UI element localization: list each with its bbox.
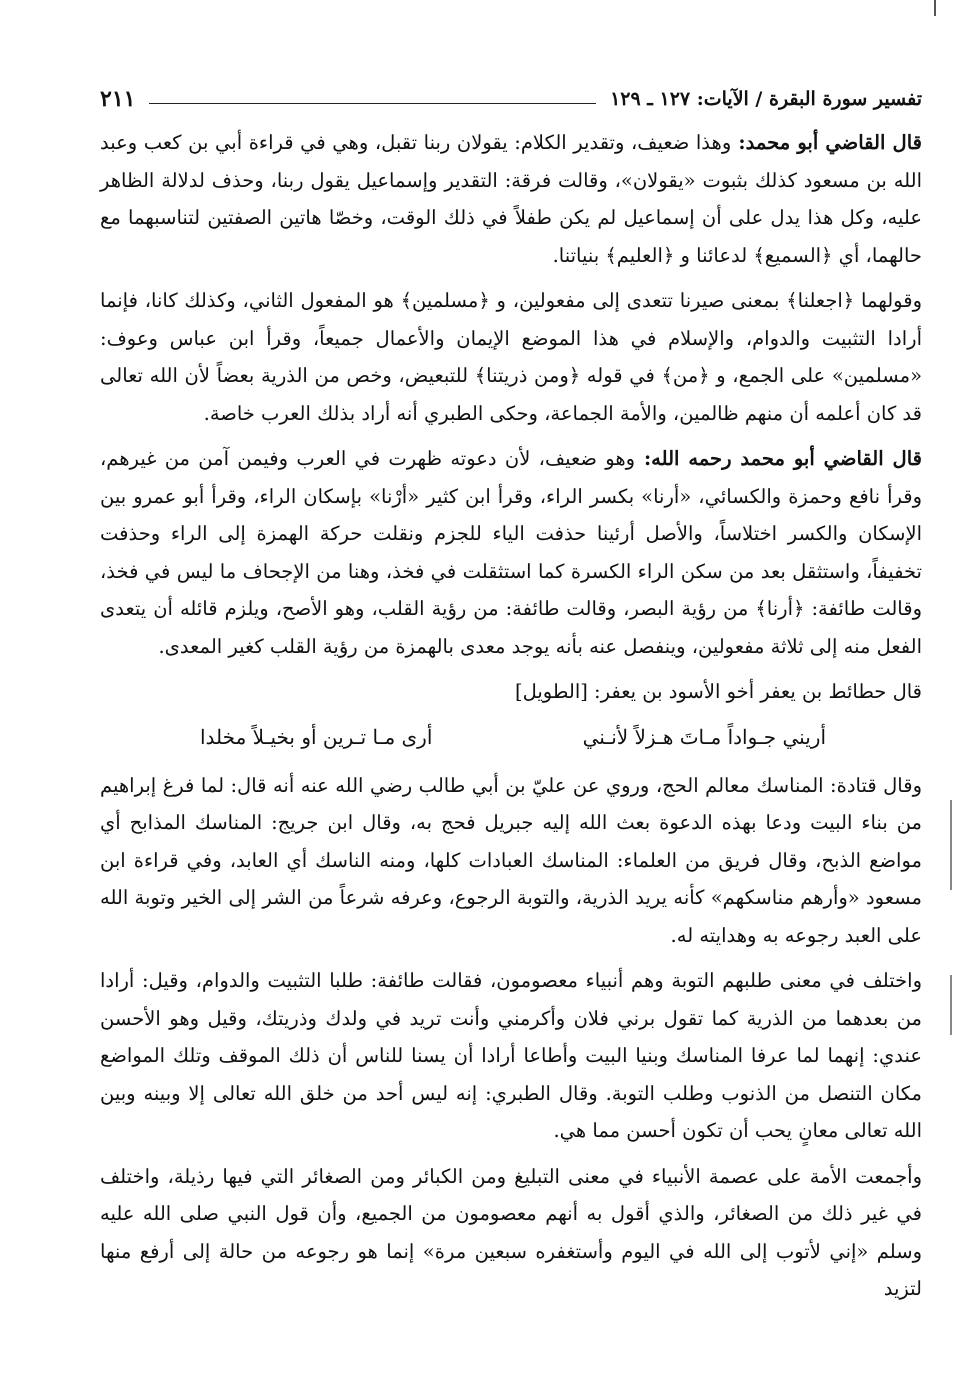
paragraph-3 [100,440,922,665]
paragraph-1 [100,124,922,274]
paragraph-lead: قال القاضي أبو محمد: [731,131,922,154]
page-body [100,124,922,1308]
paragraph-text: وهذا ضعيف، وتقدير الكلام: يقولان ربنا تقبل، وهي في قراءة أبي بن كعب وعبد الله بن مسعود كذلك بثبوت «يقولان»، وقالت فرقة: التقدير وإسماعيل يقول ربنا، وحذف لدلالة الظاهر عليه، وكل هذا يدل على أن إسماعيل لم يكن طفلاً في ذلك الوقت، وخصّا هاتين الصفتين لتناسبهما مع حالهما، أي ﴿السميع﴾ لدعائنا و ﴿العليم﴾ بنياتنا. [100,131,922,267]
page-number: ٢١١ [100,86,136,112]
paragraph-2 [100,282,922,432]
paragraph-4 [100,767,922,955]
paragraph-text: واختلف في معنى طلبهم التوبة وهم أنبياء معصومون، فقالت طائفة: طلبا التثبيت والدوام، وقيل: أرادا من بعدهما من الذرية كما تقول برني فلان وأكرمني وأنت تريد في ولدك وذريتك، وقيل وهو الأحسن عندي: إنهما لما عرفا المناسك وبنيا البيت وأطاعا أرادا أن يسنا للناس أن ذلك الموقف وتلك المواضع مكان التنصل من الذنوب وطلب التوبة. وقال الطبري: إنه ليس أحد من خلق الله تعالى إلا وبينه وبين الله تعالى معانٍ يحب أن تكون أحسن مما هي. [100,969,922,1142]
paragraph-lead: قال القاضي أبو محمد رحمه الله: [635,447,922,470]
header-title: تفسير سورة البقرة / الآيات: ١٢٧ ـ ١٢٩ [610,88,922,110]
header-rule [149,103,596,104]
running-header [100,80,922,116]
poetry-verse [100,717,922,757]
paragraph-text: وهو ضعيف، لأن دعوته ظهرت في العرب وفيمن آمن من غيرهم، وقرأ نافع وحمزة والكسائي، «أرنا» بكسر الراء، وقرأ ابن كثير «أرْنا» بإسكان الراء، وقرأ أبو عمرو بين الإسكان والكسر اختلاساً، والأصل أرئينا حذفت الياء للجزم ونقلت حركة الهمزة إلى الراء وحذفت تخفيفاً، واستثقل بعد من سكن الراء الكسرة كما استثقلت في فخذ، وهنا من الإجحاف ما ليس في فخذ، وقالت طائفة: ﴿أرنا﴾ من رؤية البصر، وقالت طائفة: من رؤية القلب، وهو الأصح، ويلزم قائله أن يتعدى الفعل منه إلى ثلاثة مفعولين، وينفصل عنه بأنه يوجد معدى بالهمزة من رؤية القلب كغير المعدى. [100,447,922,658]
verse-first-hemistich: أريني جـواداً مـاتَ هـزلاً لأنـني [582,724,826,749]
margin-mark-middle [950,800,952,890]
book-page [100,80,922,1380]
paragraph-text: وقولهما ﴿اجعلنا﴾ بمعنى صيرنا تتعدى إلى مفعولين، و ﴿مسلمين﴾ هو المفعول الثاني، وكذلك كانا، فإنما أرادا التثبيت والدوام، والإسلام في هذا الموضع الإيمان والأعمال جميعاً، وقرأ ابن عباس وعوف: «مسلمين» على الجمع، و ﴿من﴾ في قوله ﴿ومن ذريتنا﴾ للتبعيض، وخص من الذرية بعضاً لأن الله تعالى قد كان أعلمه أن منهم ظالمين، والأمة الجماعة، وحكى الطبري أنه أراد بذلك العرب خاصة. [100,289,922,425]
poetry-citation: قال حطائط بن يعفر أخو الأسود بن يعفر: [الطويل] [515,680,922,703]
paragraph-text: وأجمعت الأمة على عصمة الأنبياء في معنى التبليغ ومن الكبائر ومن الصغائر التي فيها رذيلة، واختلف في غير ذلك من الصغائر، والذي أقول به أنهم معصومون من الجميع، وأن قول النبي صلى الله عليه وسلم «إني لأتوب إلى الله في اليوم وأستغفره سبعين مرة» إنما هو رجوعه من حالة إلى أرفع منها لتزيد [100,1164,922,1300]
paragraph-5 [100,962,922,1150]
verse-second-hemistich: أرى مـا تـرين أو بخيـلاً مخلدا [200,724,433,749]
paragraph-6 [100,1158,922,1308]
paragraph-text: وقال قتادة: المناسك معالم الحج، وروي عن عليّ بن أبي طالب رضي الله عنه أنه قال: لما فرغ إبراهيم من بناء البيت ودعا بهذه الدعوة بعث الله إليه جبريل فحج به، وقال ابن جريج: المناسك المذابح أي مواضع الذبح، وقال فريق من العلماء: المناسك العبادات كلها، ومنه الناسك أي العابد، وفي قراءة ابن مسعود «وأرهم مناسكهم» كأنه يريد الذرية، والتوبة الرجوع، وعرفه شرعاً من الشر إلى الخير وتوبة الله على العبد رجوعه به وهدايته له. [100,773,922,947]
margin-mark-top [934,0,936,16]
margin-mark-lower [950,975,952,1035]
